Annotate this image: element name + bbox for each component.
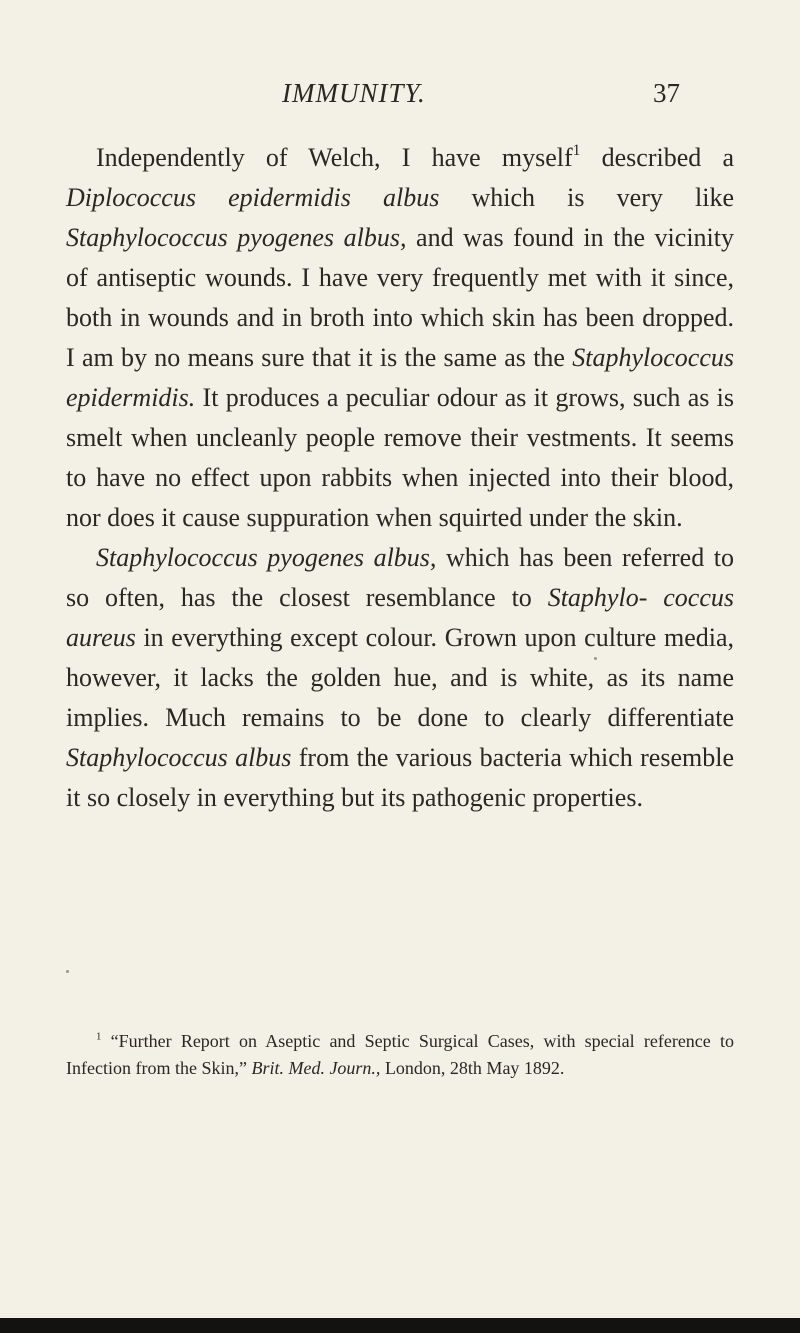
paragraph-2-text-3: from the various bacteria which resemble it so closely in everything but its pathogenic properties. [66,743,734,812]
paragraph-2-text-2: in everything except colour. Grown upon culture media, however, it lacks the golden hue, and is white, as its name implies. Much remains to be done to clearly differentiate [66,623,734,732]
print-speck [594,657,597,660]
running-head: IMMUNITY. [282,78,426,108]
footnote-journal-title: Brit. Med. Journ., [251,1058,381,1078]
paragraph-1-text-4: and was found in the vicinity of antiseptic wounds. I have very frequently met with it since, both in wounds and in broth into which skin has been dropped. I am by no means sure that it is the same as the [66,223,734,372]
species-name-staphylococcus-pyogenes-albus: Staphylococcus pyogenes albus, [96,543,437,572]
species-name-staphylococcus-epidermidis: Staphylococcus epidermidis. [66,343,734,412]
species-name-staphylococcus-albus: Staphylococcus albus [66,743,292,772]
footnote-marker: 1 [96,1030,102,1043]
footnote-text-1: “Further Report on Aseptic and Septic Surgical Cases, with special reference to Infection from the Skin,” [66,1031,734,1078]
footnote-reference[interactable]: 1 [572,142,581,160]
paragraph-2 [66,538,734,818]
footnote [66,1028,734,1082]
page-number: 37 [653,78,680,108]
paragraph-1-text-5: It produces a peculiar odour as it grows, such as is smelt when uncleanly people remove their vestments. It seems to have no effect upon rabbits when injected into their blood, nor does it cause suppuration when squirted under the skin. [66,383,734,532]
print-speck [66,970,69,973]
scan-edge-bar [0,1318,800,1333]
species-name-staphylococcus-aureus: Staphylo- coccus aureus [66,583,734,652]
paragraph-1-text-3: which is very like [439,183,734,212]
body-text [66,138,734,818]
page-header [0,78,800,118]
footnote-text-2: London, 28th May 1892. [380,1058,565,1078]
paragraph-2-text-1: which has been referred to so often, has the closest resemblance to [66,543,734,612]
species-name-diplococcus-epidermidis-albus: Diplococcus epidermidis albus [66,183,440,212]
paragraph-1-text-2: described a [580,143,734,172]
footnote-divider [66,1000,67,1001]
paragraph-1-text-1: Independently of Welch, I have myself [96,143,573,172]
species-name-staphylococcus-pyogenes-albus: Staphylococcus pyogenes albus, [66,223,407,252]
paragraph-1 [66,138,734,538]
